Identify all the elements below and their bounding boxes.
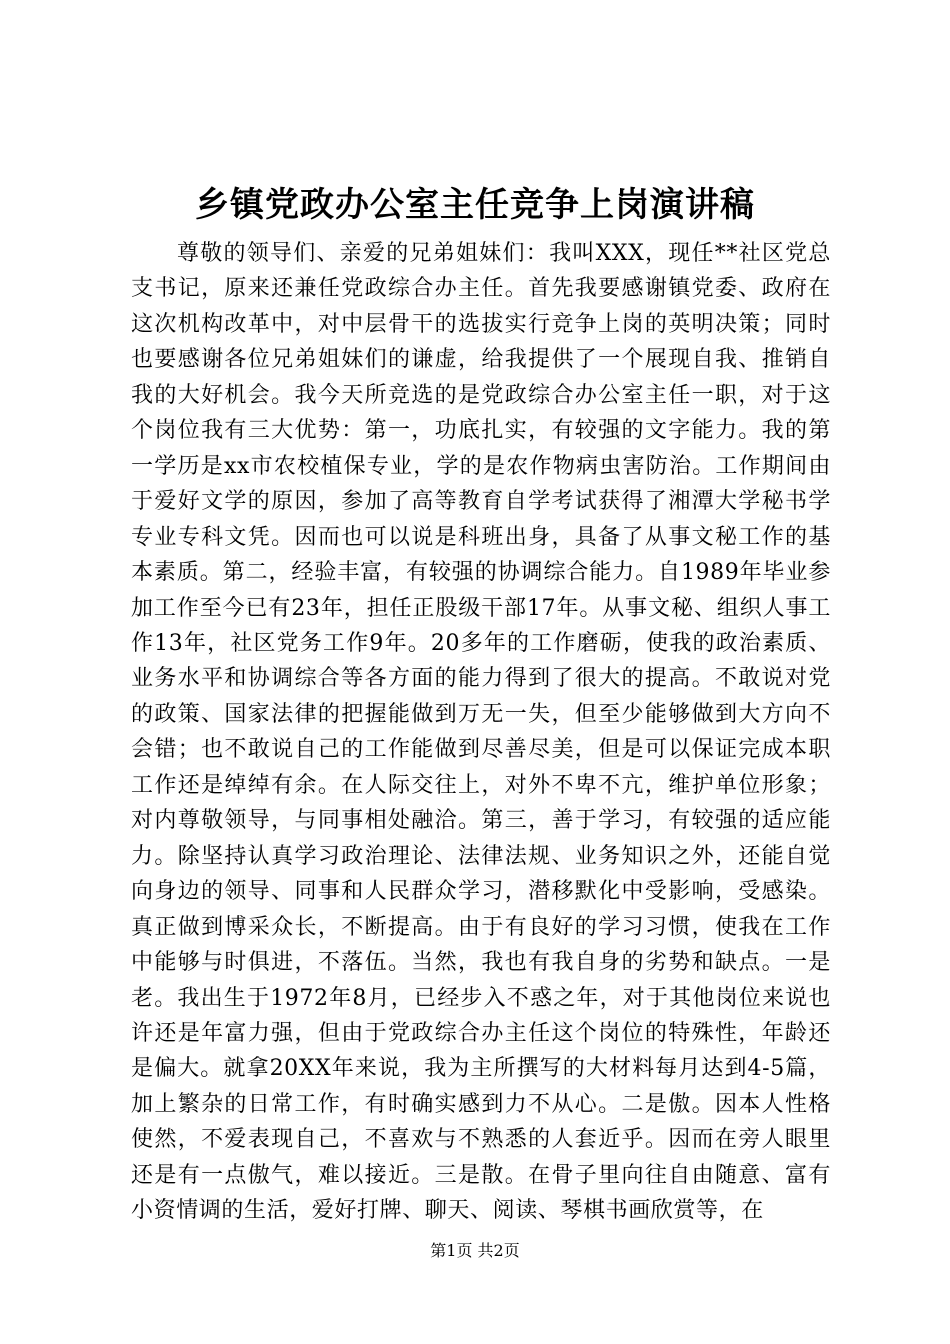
page-footer bbox=[0, 1240, 950, 1262]
document-body-paragraph: 尊敬的领导们、亲爱的兄弟姐妹们：我叫XXX，现任**社区党总支书记，原来还兼任党政综合办主任。首先我要感谢镇党委、政府在这次机构改革中，对中层骨干的选拔实行竞争上岗的英明决策；同时也要感谢各位兄弟姐妹们的谦虚，给我提供了一个展现自我、推销自我的大好机会。我今天所竞选的是党政综合办公室主任一职，对于这个岗位我有三大优势：第一，功底扎实，有较强的文字能力。我的第一学历是xx市农校植保专业，学的是农作物病虫害防治。工作期间由于爱好文学的原因，参加了高等教育自学考试获得了湘潭大学秘书学专业专科文凭。因而也可以说是科班出身，具备了从事文秘工作的基本素质。第二，经验丰富，有较强的协调综合能力。自1989年毕业参加工作至今已有23年，担任正股级干部17年。从事文秘、组织人事工作13年，社区党务工作9年。20多年的工作磨砺，使我的政治素质、业务水平和协调综合等各方面的能力得到了很大的提高。不敢说对党的政策、国家法律的把握能做到万无一失，但至少能够做到大方向不会错；也不敢说自己的工作能做到尽善尽美，但是可以保证完成本职工作还是绰绰有余。在人际交往上，对外不卑不亢，维护单位形象；对内尊敬领导，与同事相处融洽。第三，善于学习，有较强的适应能力。除坚持认真学习政治理论、法律法规、业务知识之外，还能自觉向身边的领导、同事和人民群众学习，潜移默化中受影响，受感染。真正做到博采众长，不断提高。由于有良好的学习习惯，使我在工作中能够与时俱进，不落伍。当然，我也有我自身的劣势和缺点。一是老。我出生于1972年8月，已经步入不惑之年，对于其他岗位来说也许还是年富力强，但由于党政综合办主任这个岗位的特殊性，年龄还是偏大。就拿20XX年来说，我为主所撰写的大材料每月达到4-5篇，加上繁杂的日常工作，有时确实感到力不从心。二是傲。因本人性格使然，不爱表现自己，不喜欢与不熟悉的人套近乎。因而在旁人眼里还是有一点傲气，难以接近。三是散。在骨子里向往自由随意、富有小资情调的生活，爱好打牌、聊天、阅读、琴棋书画欣赏等，在 bbox=[131, 241, 831, 1224]
document-title: 乡镇党政办公室主任竞争上岗演讲稿 bbox=[195, 185, 755, 225]
page-number-indicator: 第1页 共2页 bbox=[430, 1241, 520, 1260]
